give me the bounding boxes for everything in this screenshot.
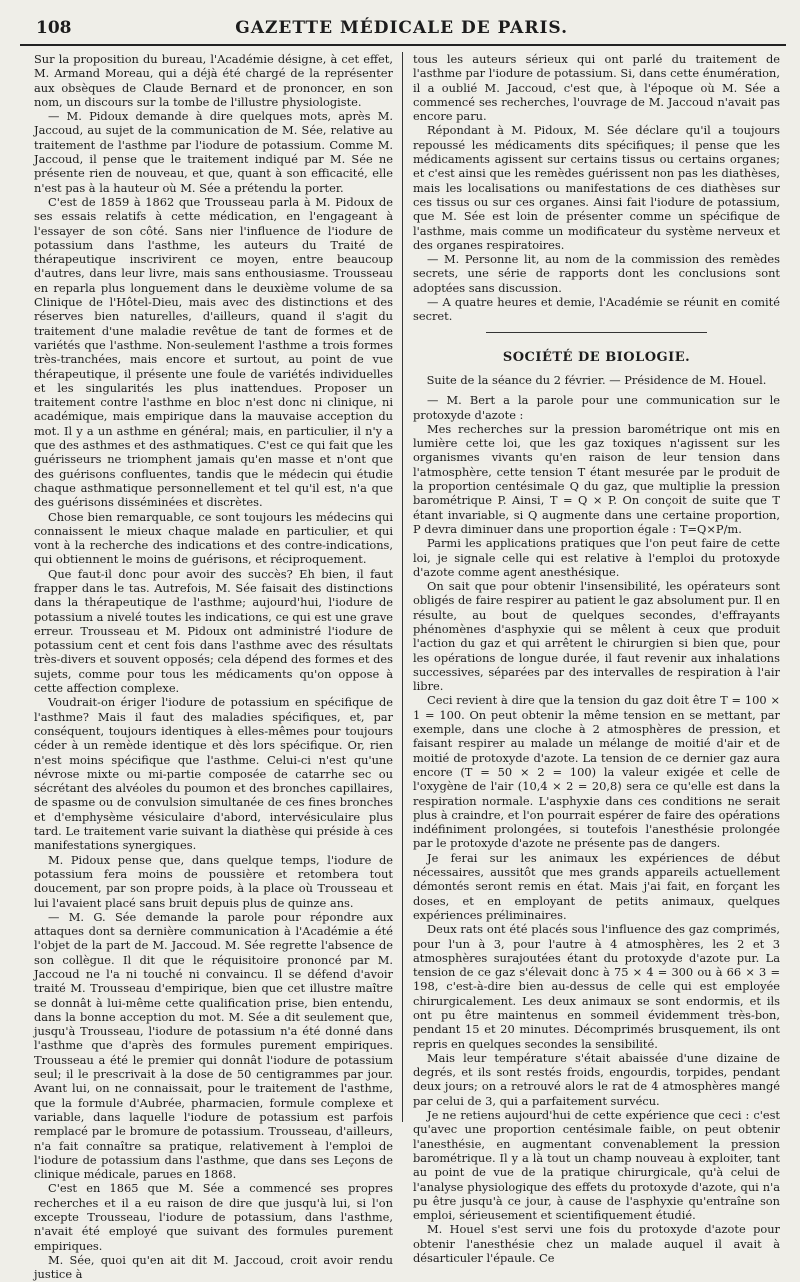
paragraph: Répondant à M. Pidoux, M. Sée déclare qu'il a toujours repoussé les médicaments dits spécifiques; il pense que les médicaments agissent sur certains tissus ou certains organes; et c'est ainsi que les remèdes guérissent non pas les diathèses, mais les localisations ou manifestations de ces diathèses sur ces tissus ou sur ces organes. Ainsi fait l'iodure de potassium, que M. Sée est loin de présenter comme un spécifique de l'asthme, mais comme un modificateur du système nerveux et des organes respiratoires. — [413, 123, 780, 252]
paragraph: — M. Bert a la parole pour une communication sur le protoxyde d'azote : — [413, 393, 780, 422]
paragraph: Deux rats ont été placés sous l'influence des gaz comprimés, pour l'un à 3, pour l'autre à 4 atmosphères, les 2 et 3 atmosphères surajoutées étant du protoxyde d'azote pur. La tension de ce gaz s'élevait donc à 75 × 4 = 300 ou à 66 × 3 = 198, c'est-à-dire bien au-dessus de celle qui est employée chirurgicalement. Les deux animaux se sont endormis, et ils ont pu être maintenus en sommeil évidemment très-bon, pendant 15 et 20 minutes. Décomprimés brusquement, ils ont repris en quelques secondes la sensibilité. — [413, 922, 780, 1051]
section-subtitle: Suite de la séance du 2 février. — Présidence de M. Houel. — [426, 372, 767, 387]
paragraph: M. Houel s'est servi une fois du protoxyde d'azote pour obtenir l'anesthésie chez un malade auquel il avait à désarticuler l'épaule. Ce — [413, 1222, 780, 1266]
paragraph: C'est de 1859 à 1862 que Trousseau parla à M. Pidoux de ses essais relatifs à cette médication, en l'engageant à l'essayer de son côté. Sans nier l'influence de l'iodure de potassium dans l'asthme, les auteurs du Traité de thérapeutique inscrivirent ce moyen, entre beaucoup d'autres, dans leur livre, mais sans enthousiasme. Trousseau en reparla plus longuement dans le deuxième volume de sa Clinique de l'Hôtel-Dieu, mais avec des distinctions et des réserves bien naturelles, d'ailleurs, quand il s'agit du traitement d'une maladie revêtue de tant de formes et de variétés que l'asthme. Non-seulement l'asthme a trois formes très-tranchées, mais encore et surtout, au point de vue thérapeutique, il présente une foule de variétés individuelles et les singularités les plus inattendues. Proposer un traitement contre l'asthme en bloc n'est donc ni clinique, ni académique, mais empirique dans la mauvaise acception du mot. Il y a un asthme en général; mais, en particulier, il n'y a que des asthmes et des asthmatiques. C'est ce qui fait que les guérisseurs ne triomphent jamais qu'en masse et n'ont que des guérisons confluentes, tandis que le médecin qui étudie chaque asthmatique personnellement et tel qu'il est, n'a que des guérisons disséminées et discrètes. — [34, 194, 393, 510]
paragraph: tous les auteurs sérieux qui ont parlé du traitement de l'asthme par l'iodure de potassium. Si, dans cette énumération, il a oublié M. Jaccoud, c'est que, à l'époque où M. Sée a commencé ses recherches, l'ouvrage de M. Jaccoud n'avait pas encore paru. — [413, 52, 780, 124]
paragraph: Ceci revient à dire que la tension du gaz doit être T = 100 × 1 = 100. On peut obtenir la même tension en se mettant, par exemple, dans une cloche à 2 atmosphères de pression, et faisant respirer au malade un mélange de moitié d'air et de moitié de protoxyde d'azote. La tension de ce dernier gaz aura encore (T = 50 × 2 = 100) la valeur exigée et celle de l'oxygène de l'air (10,4 × 2 = 20,8) sera ce qu'elle est dans la respiration normale. L'asphyxie dans ces conditions ne serait plus à craindre, et l'on pourrait espérer de faire des opérations indéfiniment prolongées, si toutefois l'anesthésie prolongée par le protoxyde d'azote ne présente pas de dangers. — [413, 693, 780, 851]
paragraph: — M. Personne lit, au nom de la commission des remèdes secrets, une série de rapports dont les conclusions sont adoptées sans discussion. — [413, 252, 780, 295]
right-column — [403, 52, 786, 1266]
paragraph: M. Pidoux pense que, dans quelque temps, l'iodure de potassium fera moins de poussière et retombera tout doucement, par son propre poids, à la place où Trousseau et lui l'avaient placé sans bruit depuis plus de quinze ans. — [34, 852, 393, 910]
page-header — [20, 18, 786, 46]
paragraph: M. Sée, quoi qu'en ait dit M. Jaccoud, croit avoir rendu justice à — [34, 1252, 393, 1282]
paragraph: Mais leur température s'était abaissée d'une dizaine de degrés, et ils sont restés froids, engourdis, torpides, pendant deux jours; on a retrouvé alors le rat de 4 atmosphères mangé par celui de 3, qui a parfaitement survécu. — [413, 1050, 780, 1108]
paragraph: — A quatre heures et demie, l'Académie se réunit en comité secret. — [413, 295, 780, 324]
paragraph: C'est en 1865 que M. Sée a commencé ses propres recherches et il a eu raison de dire que jusqu'à lui, si l'on excepte Trousseau, l'iodure de potassium, dans l'asthme, n'avait été employé que suivant des formules purement empiriques. — [34, 1181, 393, 1253]
page-number: 108 — [36, 18, 72, 38]
paragraph: Mes recherches sur la pression barométrique ont mis en lumière cette loi, que les gaz toxiques n'agissent sur les organismes vivants qu'en raison de leur tension dans l'atmosphère, cette tension T étant mesurée par le produit de la proportion centésimale Q du gaz, que multiplie la pression barométrique P. Ainsi, T = Q × P. On conçoit de suite que T étant invariable, si Q augmente dans une certaine proportion, P devra diminuer dans une proportion égale : T=Q×P/m. — [413, 421, 780, 536]
paragraph: Voudrait-on ériger l'iodure de potassium en spécifique de l'asthme? Mais il faut des maladies spécifiques, et, par conséquent, toujours identiques à elles-mêmes pour toujours céder à un remède identique et dès lors spécifique. Or, rien n'est moins spécifique que l'asthme. Celui-ci n'est qu'une névrose mixte ou mi-partie composée de catarrhe sec ou sécrétant des alvéoles du poumon et des bronches capillaires, de spasme ou de convulsion simultanée de ces fines bronches et d'emphysème vésiculaire d'abord, intervésiculaire plus tard. Le traitement varie suivant la diathèse qui préside à ces manifestations synergiques. — [34, 695, 393, 853]
paragraph: Chose bien remarquable, ce sont toujours les médecins qui connaissent le mieux chaque malade en particulier, et qui vont à la recherche des indications et des contre-indications, qui obtiennent le moins de guérisons, et réciproquement. — [34, 509, 393, 567]
paragraph: Je ne retiens aujourd'hui de cette expérience que ceci : c'est qu'avec une proportion centésimale faible, on peut obtenir l'anesthésie, en augmentant convenablement la pression barométrique. Il y a là tout un champ nouveau à exploiter, tant au point de vue de la pratique chirurgicale, qu'à celui de l'analyse physiologique des effets du protoxyde d'azote, qui n'a pu être jusqu'à ce jour, à cause de l'asphyxie qu'entraîne son emploi, sérieusement et scientifiquement étudié. — [413, 1108, 780, 1223]
paragraph: Je ferai sur les animaux les expériences de début nécessaires, aussitôt que mes grands appareils actuellement démontés seront remis en état. Mais j'ai fait, en forçant les doses, et en employant de petits animaux, quelques expériences préliminaires. — [413, 850, 780, 922]
paragraph: Que faut-il donc pour avoir des succès? Eh bien, il faut frapper dans le tas. Autrefois, M. Sée faisait des distinctions dans la thérapeutique de l'asthme; aujourd'hui, l'iodure de potassium a nivelé toutes les indications, ce qui est une grave erreur. Trousseau et M. Pidoux ont administré l'iodure de potassium cent et cent fois dans l'asthme avec des résultats très-divers et souvent opposés; cela dépend des formes et des sujets, comme pour tous les médicaments qu'on oppose à cette affection complexe. — [34, 566, 393, 696]
paragraph: On sait que pour obtenir l'insensibilité, les opérateurs sont obligés de faire respirer au patient le gaz absolument pur. Il en résulte, au bout de quelques secondes, d'effrayants phénomènes d'asphyxie qui se mêlent à ceux que produit l'action du gaz et qui arrêtent le chirurgien si bien que, pour les opérations de longue durée, il faut revenir aux inhalations successives, séparées par des intervalles de respiration à l'air libre. — [413, 579, 780, 694]
section-title: SOCIÉTÉ DE BIOLOGIE. — [502, 349, 691, 365]
paragraph: — M. Pidoux demande à dire quelques mots, après M. Jaccoud, au sujet de la communication de M. Sée, relative au traitement de l'asthme par l'iodure de potassium. Comme M. Jaccoud, il pense que le traitement indiqué par M. Sée ne présente rien de nouveau, et que, quant à son efficacité, elle n'est pas à la hauteur où M. Sée a prétendu la porter. — [34, 109, 393, 195]
paragraph: — M. G. Sée demande la parole pour répondre aux attaques dont sa dernière communication à l'Académie a été l'objet de la part de M. Jaccoud. M. Sée regrette l'absence de son collègue. Il dit que le réquisitoire prononcé par M. Jaccoud ne l'a ni touché ni convaincu. Il se défend d'avoir traité M. Trousseau d'empirique, bien que cet illustre maître se donnât à lui-même cette qualification prise, bien entendu, dans la bonne acception du mot. M. Sée a dit seulement que, jusqu'à Trousseau, l'iodure de potassium n'a été donné dans l'asthme que d'après des formules purement empiriques. Trousseau a été le premier qui donnât l'iodure de potassium seul; il le prescrivait à la dose de 50 centigrammes par jour. Avant lui, on ne connaissait, pour le traitement de l'asthme, que la formule d'Aubrée, pharmacien, formule complexe et variable, dans laquelle l'iodure de potassium est parfois remplacé par le bromure de potassium. Trousseau, d'ailleurs, n'a fait connaître sa pratique, relativement à l'emploi de l'iodure de potassium dans l'asthme, que dans ses Leçons de clinique médicale, parues en 1868. — [34, 909, 393, 1182]
paragraph: Parmi les applications pratiques que l'on peut faire de cette loi, je signale celle qui est relative à l'emploi du protoxyde d'azote comme agent anesthésique. — [413, 536, 780, 579]
paragraph: Sur la proposition du bureau, l'Académie désigne, à cet effet, M. Armand Moreau, qui a déjà été chargé de la représenter aux obsèques de Claude Bernard et de prononcer, en son nom, un discours sur la tombe de l'illustre physiologiste. — [34, 52, 393, 109]
left-column — [20, 52, 403, 1282]
journal-title: GAZETTE MÉDICALE DE PARIS. — [235, 18, 568, 38]
text-columns — [20, 52, 786, 1282]
section-divider — [486, 332, 706, 333]
